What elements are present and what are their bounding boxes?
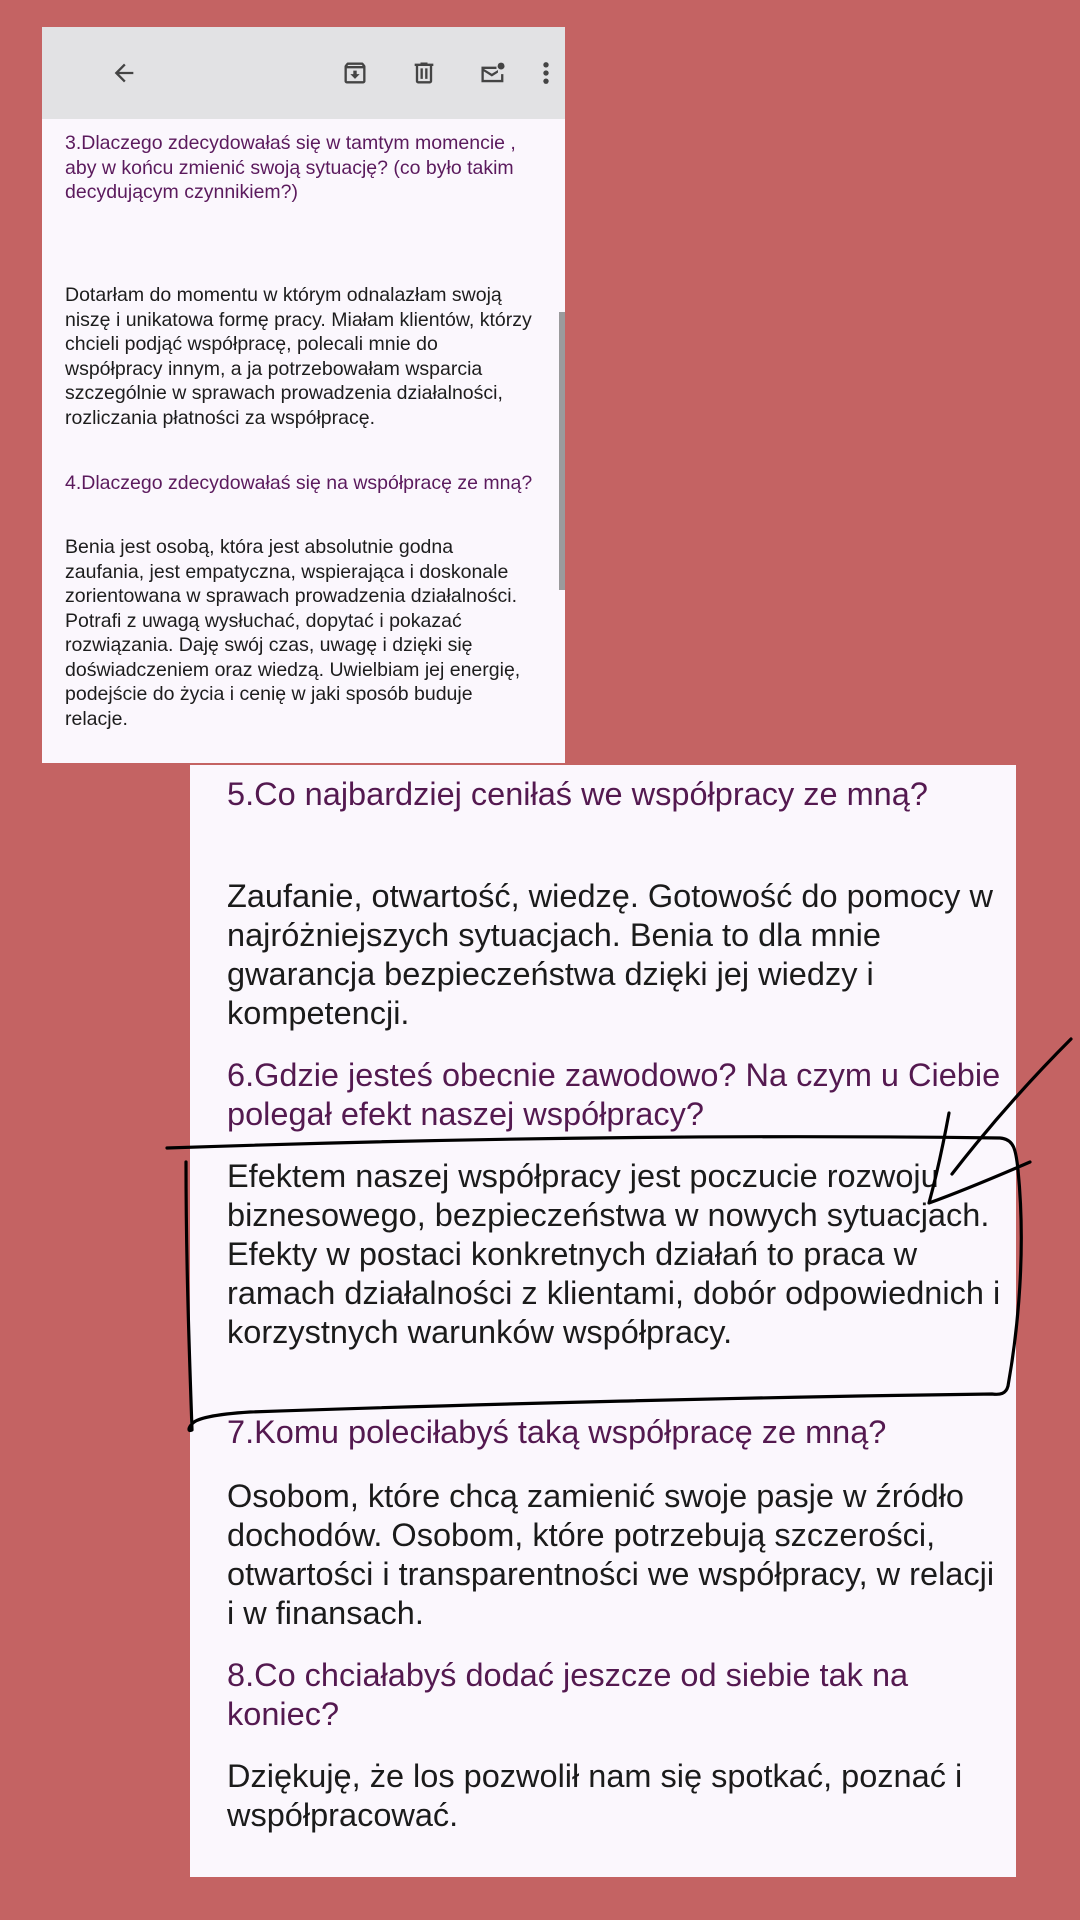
archive-icon[interactable] [332,50,378,96]
mark-unread-icon[interactable] [470,50,516,96]
email-view [42,27,565,763]
testimonial-card [190,765,1016,1877]
answer-7: Osobom, które chcą zamienić swoje pasje w źródło dochodów. Osobom, które potrzebują szczerości, otwartości i transparentności we współpracy, w relacji i w finansach. [227,1478,995,1631]
back-arrow-icon[interactable] [101,50,147,96]
scrollbar[interactable] [559,312,565,590]
answer-5: Zaufanie, otwartość, wiedzę. Gotowość do pomocy w najróżniejszych sytuacjach. Benia to dla mnie gwarancja bezpieczeństwa dzięki jej wiedzy i kompetencji. [227,878,993,1031]
answer-4: Benia jest osobą, która jest absolutnie godna zaufania, jest empatyczna, wspierająca i doskonale zorientowana w sprawach prowadzenia działalności. Potrafi z uwagą wysłuchać, dopytać i pokazać rozwiązania. Daję swój czas, uwagę i dzięki się doświadczeniem oraz wiedzą. Uwielbiam jej energię, podejście do życia i cenię w jaki sposób buduje relacje. [65,536,521,730]
question-3: 3.Dlaczego zdecydowałaś się w tamtym momencie , aby w końcu zmienić swoją sytuację? (co było takim decydującym czynnikiem?) [65,132,516,203]
question-7: 7.Komu poleciłabyś taką współpracę ze mną? [227,1414,887,1450]
more-vert-icon[interactable] [531,50,561,96]
question-6: 6.Gdzie jesteś obecnie zawodowo? Na czym u Ciebie polegał efekt naszej współpracy? [227,1057,1001,1132]
question-8: 8.Co chciałabyś dodać jeszcze od siebie tak na koniec? [227,1657,909,1732]
question-4: 4.Dlaczego zdecydowałaś się na współpracę ze mną? [65,472,533,494]
email-toolbar [42,27,565,119]
answer-8: Dziękuję, że los pozwolił nam się spotkać, poznać i współpracować. [227,1758,963,1833]
delete-icon[interactable] [401,50,447,96]
question-5: 5.Co najbardziej ceniłaś we współpracy ze mną? [227,776,928,812]
answer-6: Efektem naszej współpracy jest poczucie rozwoju biznesowego, bezpieczeństwa w nowych sytuacjach. Efekty w postaci konkretnych działań to praca w ramach działalności z klientami, dobór odpowiednich i korzystnych warunków współpracy. [227,1158,1001,1350]
answer-3: Dotarłam do momentu w którym odnalazłam swoją niszę i unikatowa formę pracy. Miałam klientów, którzy chcieli podjąć współpracę, polecali mnie do współpracy innym, a ja potrzebowałam wsparcia szczególnie w sprawach prowadzenia działalności, rozliczania płatności za współpracę. [65,284,532,429]
